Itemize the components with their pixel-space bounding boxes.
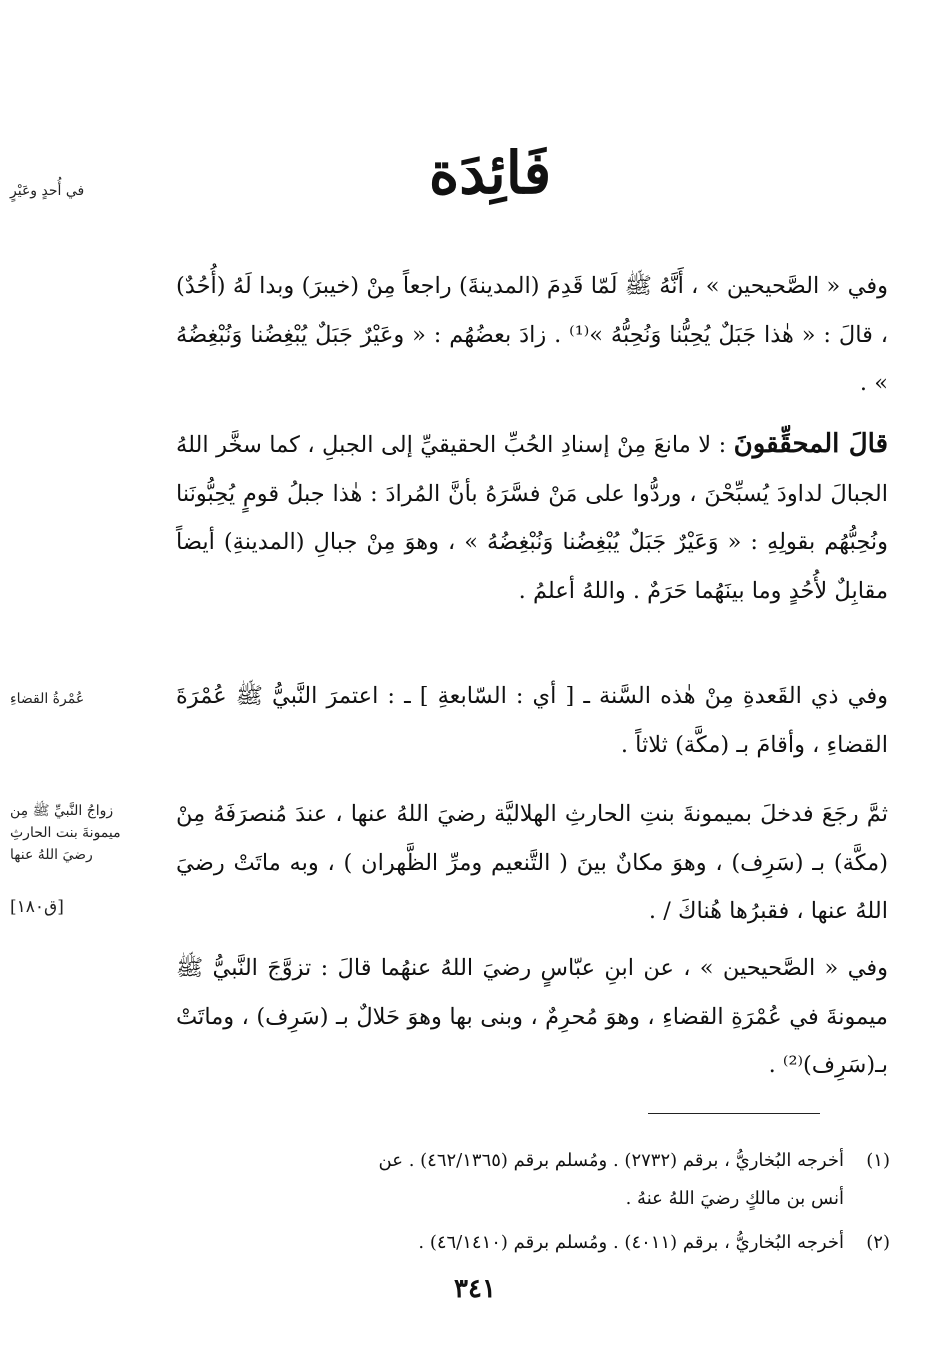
margin-note-uhud: في أُحدٍ وعَيْرٍ <box>10 183 85 199</box>
footnote-text: أخرجه البُخاريُّ ، برقم (٤٠١١) . ومُسلم برقم (٤٦/١٤١٠) . <box>418 1232 844 1253</box>
margin-ref: [ق١٨٠] <box>10 897 64 917</box>
paragraph-2-lead: قالَ المحقِّقونَ <box>733 429 888 459</box>
margin-note-marriage-line3: رضيَ اللهُ عنها <box>10 847 93 863</box>
margin-note-marriage-line2: ميمونةَ بنت الحارثِ <box>10 825 121 841</box>
page-number: ٣٤١ <box>454 1274 496 1304</box>
paragraph-2 <box>176 420 888 615</box>
paragraph-5: وفي « الصَّحيحين » ، عن ابنِ عبّاسٍ رضيَ اللهُ عنهُما قالَ : تزوَّجَ النَّبيُّ ﷺ ميمونةَ في عُمْرَةِ القضاءِ ، وهوَ مُحرِمٌ ، وبنى بها وهوَ حَلالٌ بـ (سَرِف) ، وماتَتْ بـ(سَرِف)⁽²⁾ . <box>176 955 888 1078</box>
margin-note-umra: عُمْرةُ القضاءِ <box>10 691 85 707</box>
section-heading: فَائِدَة <box>428 139 552 207</box>
footnote-1 <box>170 1142 890 1218</box>
paragraph-1: وفي « الصَّحيحين » ، أَنَّهُ ﷺ لَمّا قَدِمَ (المدينةَ) راجعاً مِنْ (خيبرَ) وبدا لَهُ (أُحُدٌ) ، قالَ : « هٰذا جَبَلٌ يُحِبُّنا وَنُحِبُّهُ »⁽¹⁾ . زادَ بعضُهُم : « وعَيْرٌ جَبَلٌ يُبْغِضُنا وَنُبْغِضُهُ » . <box>176 273 888 396</box>
footnote-divider <box>648 1113 820 1114</box>
footnote-number: (٢) <box>866 1232 890 1253</box>
footnote-2 <box>170 1224 890 1262</box>
footnote-number: (١) <box>866 1150 890 1171</box>
paragraph-3: وفي ذي القَعدةِ مِنْ هٰذه السَّنة ـ [ أي : السّابعةِ ] ـ : اعتمرَ النَّبيُّ ﷺ عُمْرَةَ القضاءِ ، وأقامَ بـ (مكَّة) ثلاثاً . <box>176 683 888 758</box>
footnote-text: أخرجه البُخاريُّ ، برقم (٢٧٣٢) . ومُسلم برقم (٤٦٢/١٣٦٥) . عن <box>378 1150 844 1171</box>
margin-note-marriage <box>10 800 170 866</box>
paragraph-2-body: : لا مانعَ مِنْ إسنادِ الحُبِّ الحقيقيِّ إلى الجبلِ ، كما سخَّر اللهُ الجبالَ لداودَ يُسبِّحْنَ ، وردُّوا على مَنْ فسَّرَهُ بأنَّ المُرادَ : هٰذا جبلُ قومٍ يُحِبُّونَنا ونُحِبُّهُم بقولِهِ : « وَعَيْرٌ جَبَلٌ يُبْغِضُنا وَنُبْغِضُهُ » ، وهوَ مِنْ جبالِ (المدينةِ) أيضاً مقابِلٌ لأُحُدٍ وما بينَهُما حَرَمٌ . واللهُ أعلمُ . <box>176 432 888 604</box>
margin-note-marriage-line1: زواجُ النَّبيِّ ﷺ مِن <box>10 803 114 819</box>
paragraph-4: ثمَّ رجَعَ فدخلَ بميمونةَ بنتِ الحارثِ الهلاليَّة رضيَ اللهُ عنها ، عندَ مُنصرَفَهُ مِنْ (مكَّة) بـ (سَرِف) ، وهوَ مكانٌ بينَ ( التَّنعيم ومرِّ الظَّهران ) ، وبه ماتَتْ رضيَ اللهُ عنها ، فقبرُها هُناكَ / . <box>176 801 888 924</box>
footnote-text-cont: أنس بن مالكٍ رضيَ اللهُ عنهُ . <box>625 1188 844 1209</box>
